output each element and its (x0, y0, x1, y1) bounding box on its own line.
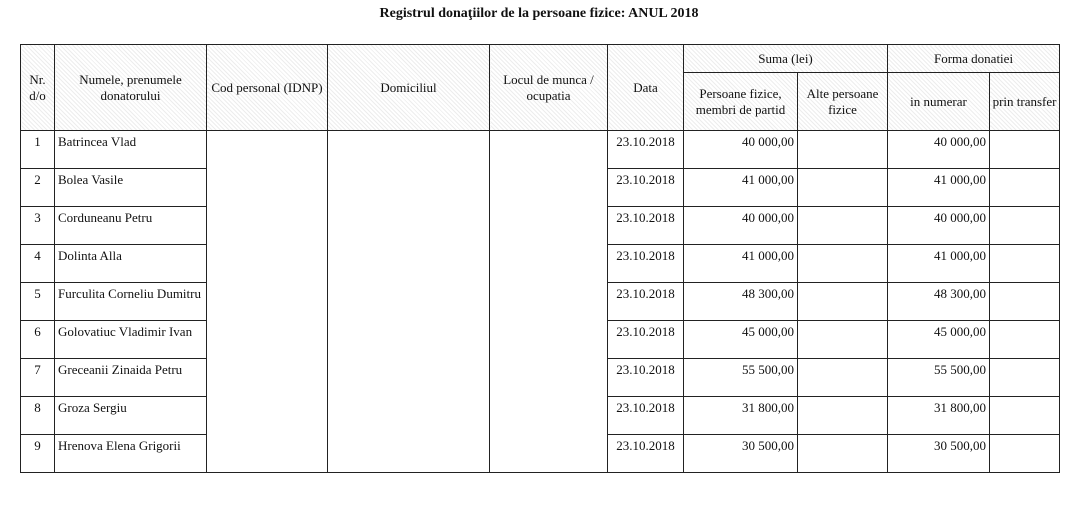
row-suma-alte (798, 283, 888, 321)
row-prin-transfer (990, 245, 1060, 283)
row-date: 23.10.2018 (608, 397, 684, 435)
row-in-numerar: 31 800,00 (888, 397, 990, 435)
header-suma: Suma (lei) (684, 45, 888, 73)
row-donor-name: Corduneanu Petru (55, 207, 207, 245)
row-nr: 2 (21, 169, 55, 207)
domiciliul-blank (328, 131, 490, 473)
row-in-numerar: 48 300,00 (888, 283, 990, 321)
row-date: 23.10.2018 (608, 169, 684, 207)
row-date: 23.10.2018 (608, 321, 684, 359)
row-nr: 3 (21, 207, 55, 245)
row-suma-alte (798, 359, 888, 397)
row-date: 23.10.2018 (608, 131, 684, 169)
row-prin-transfer (990, 131, 1060, 169)
row-date: 23.10.2018 (608, 359, 684, 397)
row-date: 23.10.2018 (608, 245, 684, 283)
header-data: Data (608, 45, 684, 131)
locul-de-munca-blank (490, 131, 608, 473)
header-locul-de-munca: Locul de munca / ocupatia (490, 45, 608, 131)
header-domiciliul: Domiciliul (328, 45, 490, 131)
row-in-numerar: 41 000,00 (888, 245, 990, 283)
row-in-numerar: 40 000,00 (888, 131, 990, 169)
row-suma-alte (798, 245, 888, 283)
row-date: 23.10.2018 (608, 283, 684, 321)
row-suma-alte (798, 435, 888, 473)
header-cod-personal: Cod personal (IDNP) (207, 45, 328, 131)
row-nr: 5 (21, 283, 55, 321)
row-prin-transfer (990, 435, 1060, 473)
row-donor-name: Groza Sergiu (55, 397, 207, 435)
row-nr: 8 (21, 397, 55, 435)
row-suma-alte (798, 321, 888, 359)
row-in-numerar: 45 000,00 (888, 321, 990, 359)
document-title: Registrul donaţiilor de la persoane fizice: ANUL 2018 (379, 6, 699, 21)
row-donor-name: Dolinta Alla (55, 245, 207, 283)
row-nr: 7 (21, 359, 55, 397)
row-suma-persoane-fizice: 40 000,00 (684, 207, 798, 245)
header-forma-donatiei: Forma donatiei (888, 45, 1060, 73)
cod-personal-blank (207, 131, 328, 473)
row-suma-persoane-fizice: 31 800,00 (684, 397, 798, 435)
row-donor-name: Batrincea Vlad (55, 131, 207, 169)
header-in-numerar: in numerar (888, 73, 990, 131)
row-suma-persoane-fizice: 48 300,00 (684, 283, 798, 321)
row-donor-name: Hrenova Elena Grigorii (55, 435, 207, 473)
row-suma-persoane-fizice: 55 500,00 (684, 359, 798, 397)
header-persoane-fizice: Persoane fizice, membri de partid (684, 73, 798, 131)
row-in-numerar: 55 500,00 (888, 359, 990, 397)
row-donor-name: Greceanii Zinaida Petru (55, 359, 207, 397)
row-donor-name: Furculita Corneliu Dumitru (55, 283, 207, 321)
row-nr: 4 (21, 245, 55, 283)
row-in-numerar: 40 000,00 (888, 207, 990, 245)
row-suma-persoane-fizice: 45 000,00 (684, 321, 798, 359)
row-in-numerar: 41 000,00 (888, 169, 990, 207)
header-prin-transfer: prin transfer (990, 73, 1060, 131)
row-nr: 1 (21, 131, 55, 169)
table-row (21, 131, 1060, 169)
header-nume: Numele, prenumele donatorului (55, 45, 207, 131)
row-suma-persoane-fizice: 30 500,00 (684, 435, 798, 473)
header-nr: Nr. d/o (21, 45, 55, 131)
row-donor-name: Golovatiuc Vladimir Ivan (55, 321, 207, 359)
row-nr: 9 (21, 435, 55, 473)
row-prin-transfer (990, 169, 1060, 207)
row-nr: 6 (21, 321, 55, 359)
row-prin-transfer (990, 207, 1060, 245)
row-prin-transfer (990, 283, 1060, 321)
row-in-numerar: 30 500,00 (888, 435, 990, 473)
row-suma-alte (798, 169, 888, 207)
row-suma-alte (798, 207, 888, 245)
row-date: 23.10.2018 (608, 435, 684, 473)
row-suma-alte (798, 397, 888, 435)
row-suma-persoane-fizice: 40 000,00 (684, 131, 798, 169)
header-alte-persoane: Alte persoane fizice (798, 73, 888, 131)
row-prin-transfer (990, 359, 1060, 397)
row-suma-persoane-fizice: 41 000,00 (684, 245, 798, 283)
row-suma-persoane-fizice: 41 000,00 (684, 169, 798, 207)
row-donor-name: Bolea Vasile (55, 169, 207, 207)
donations-register-table (20, 44, 1060, 473)
row-prin-transfer (990, 397, 1060, 435)
row-suma-alte (798, 131, 888, 169)
row-prin-transfer (990, 321, 1060, 359)
row-date: 23.10.2018 (608, 207, 684, 245)
